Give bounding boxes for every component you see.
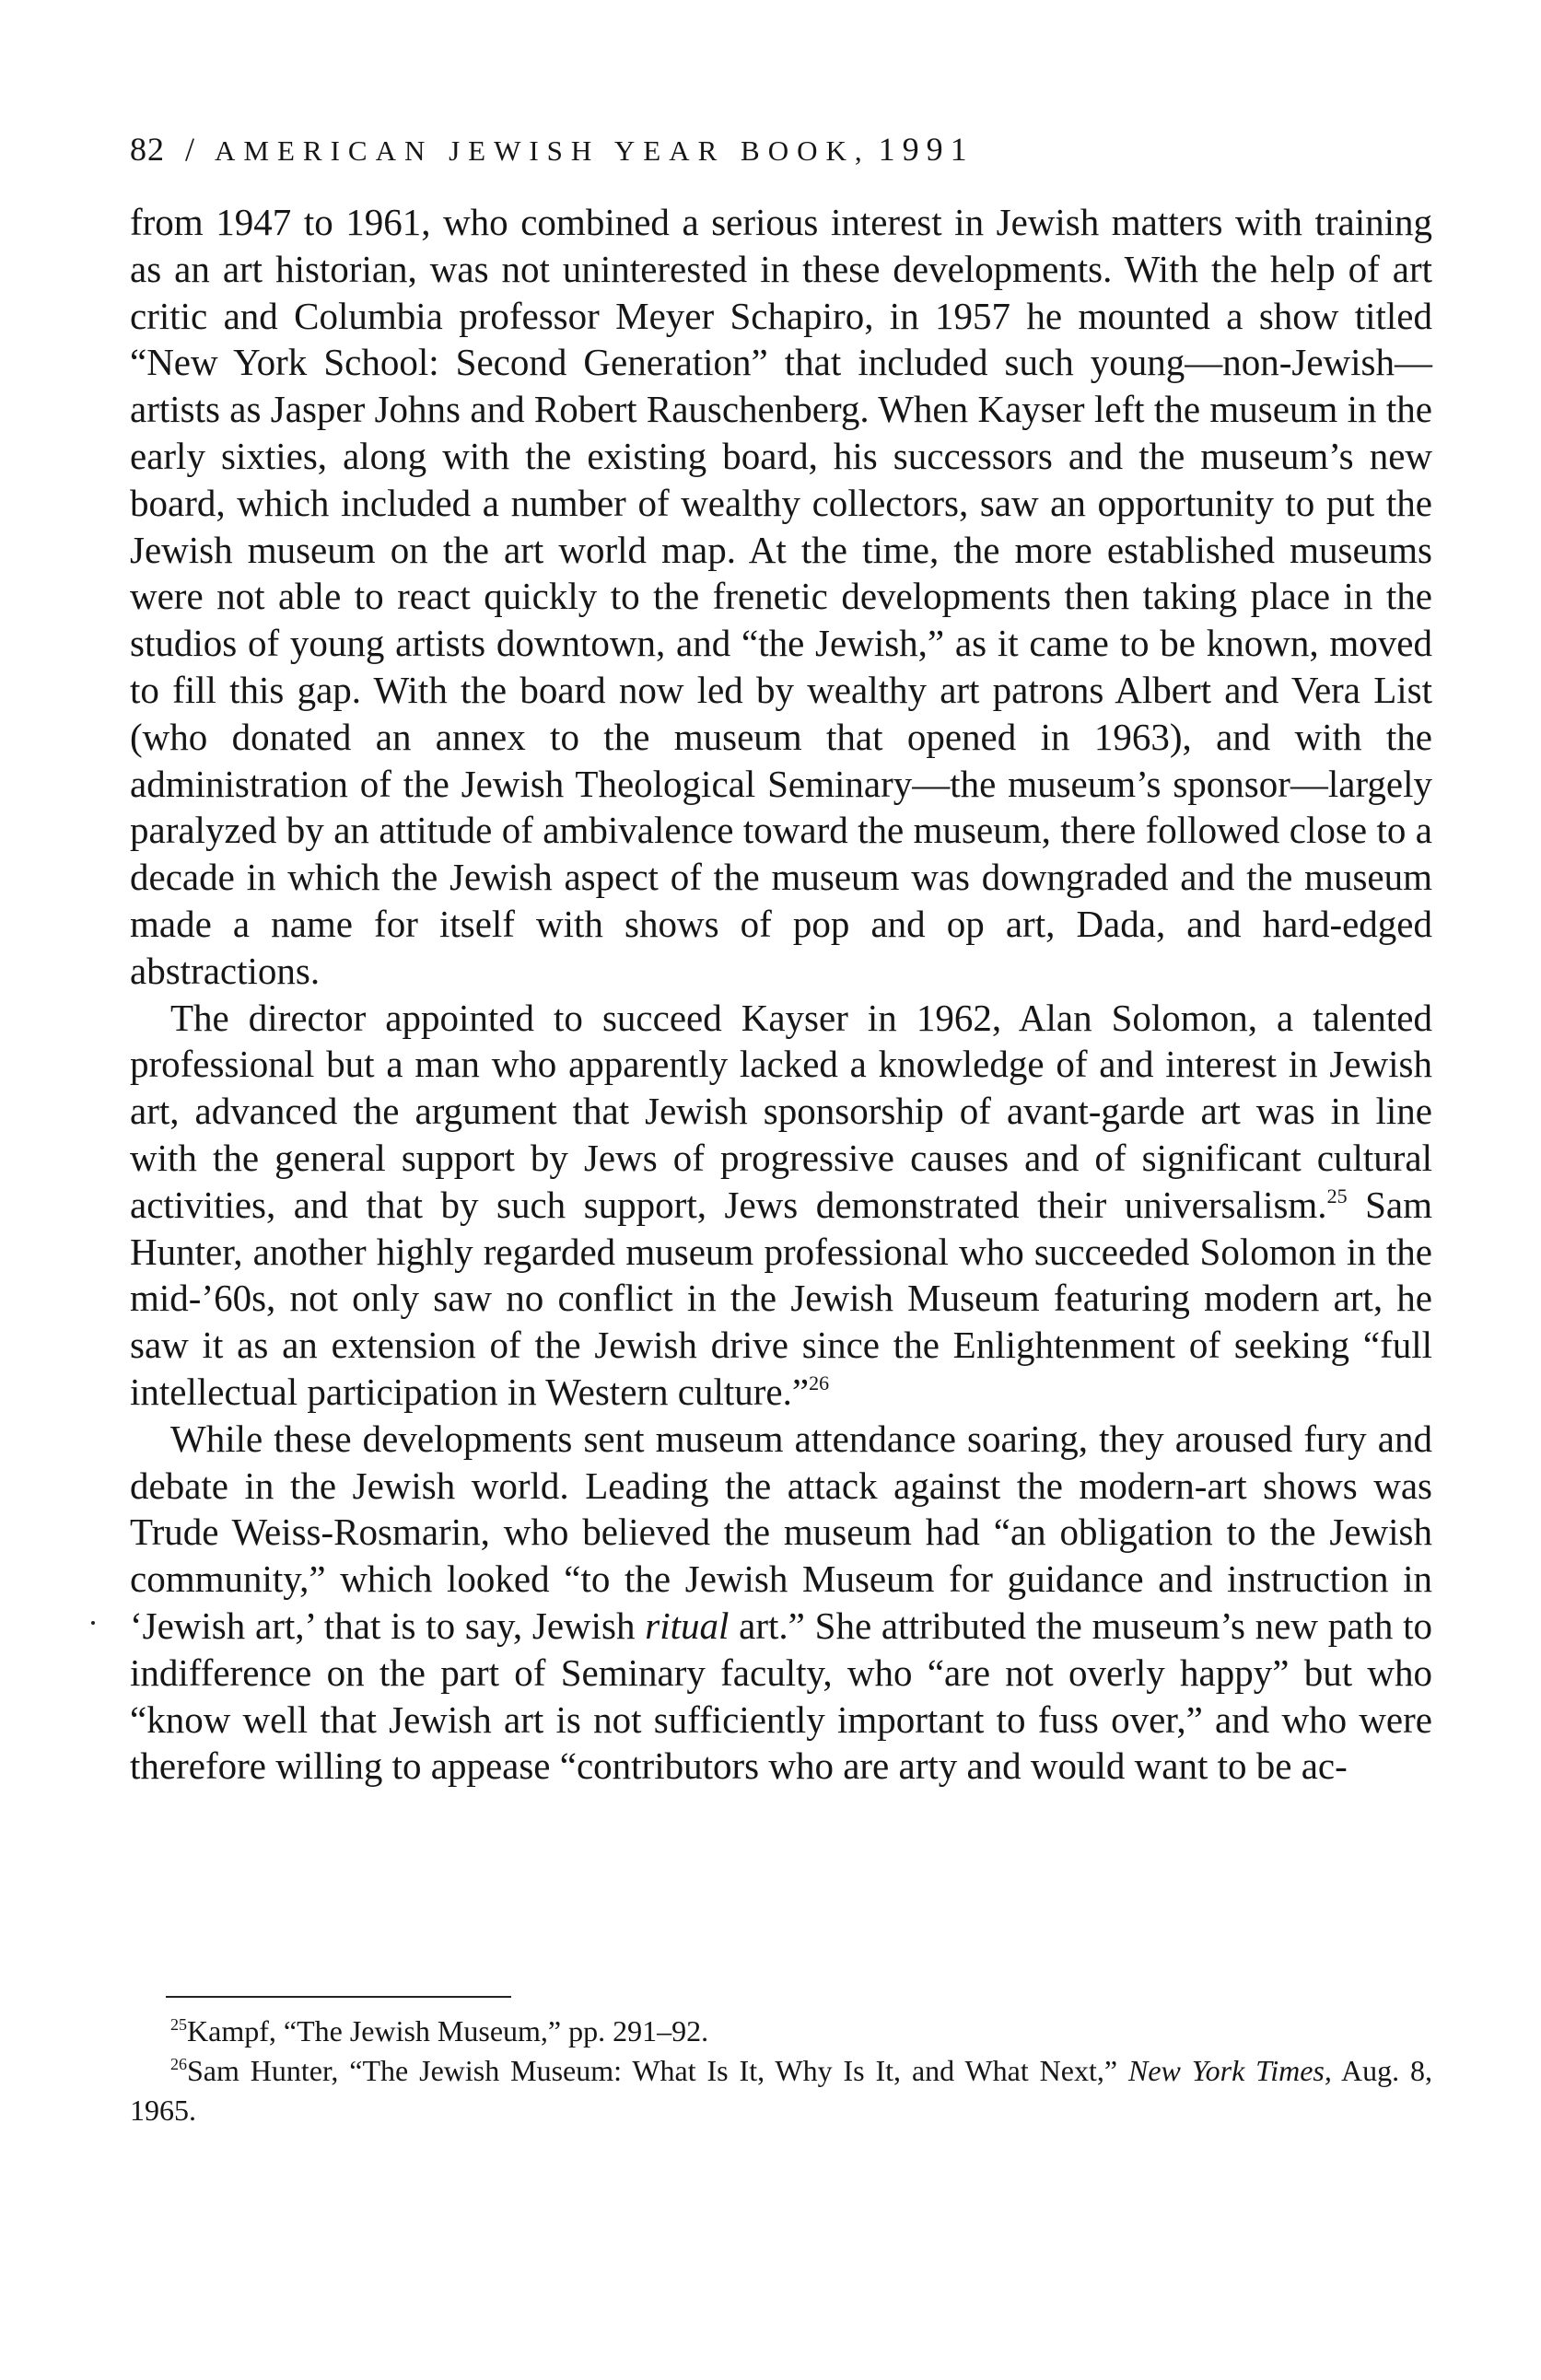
footnote-rule [166,1996,511,1998]
paragraph-text: While these developments sent museum attendance soaring, they aroused fury and debate in the Jewish world. Leading the attack against the modern-art shows was Trude Weiss-Rosmarin, who believed the museum had “an obligation to the Jewish community,” which looked “to the Jewish Museum for guidance and instruction in ‘Jewish art,’ that is to say, Jewish [130,1417,1432,1647]
page-number: 82 [130,131,165,168]
paragraph-text: art.” She attributed the museum’s new path to indifference on the part of Seminary faculty, who “are not overly happy” but who “know well that Jewish art is not sufficiently important to fuss over,” and who were therefore willing to appease “contributors who are arty and would want to be ac- [130,1604,1432,1788]
italic-word: ritual [645,1604,730,1647]
header-separator: / [185,131,195,168]
body-text [130,199,1432,1790]
running-header [130,129,1438,171]
paragraph-3 [130,1416,1432,1790]
paragraph-text: The director appointed to succeed Kayser in 1962, Alan Solomon, a talented professional but a man who apparently lacked a knowledge of and interest in Jewish art, advanced the argument that Jewish sponsorship of avant-garde art was in line with the general support by Jews of progressive causes and of significant cultural activities, and that by such support, Jews demonstrated their universalism. [130,996,1432,1226]
stray-print-mark [91,1621,95,1625]
paragraph-text: from 1947 to 1961, who combined a serious interest in Jewish matters with training as an art historian, was not uninterested in these developments. With the help of art critic and Columbia professor Meyer Schapiro, in 1957 he mounted a show titled “New York School: Second Generation” that included such young—non-Jewish—artists as Jasper Johns and Robert Rauschenberg. When Kayser left the museum in the early sixties, along with the existing board, his successors and the museum’s new board, which included a number of wealthy collectors, saw an opportunity to put the Jewish museum on the art world map. At the time, the more established museums were not able to react quickly to the frenetic developments then taking place in the studios of young artists downtown, and “the Jewish,” as it came to be known, moved to fill this gap. With the board now led by wealthy art patrons Albert and Vera List (who donated an annex to the museum that opened in 1963), and with the administration of the Jewish Theological Seminary—the museum’s sponsor—largely paralyzed by an attitude of ambivalence toward the museum, there followed close to a decade in which the Jewish aspect of the museum was downgraded and the museum made a name for itself with shows of pop and op art, Dada, and hard-edged abstractions. [130,201,1432,992]
book-year: 1991 [878,131,975,168]
footnotes [130,2012,1432,2130]
footnote-text: Sam Hunter, “The Jewish Museum: What Is It, Why Is It, and What Next,” [187,2054,1128,2087]
footnote-ref-25[interactable]: 25 [1326,1184,1348,1208]
footnote-number: 25 [170,2015,187,2034]
footnote-italic-title: New York Times, [1127,2054,1332,2087]
footnote-25 [130,2012,1432,2051]
footnote-text: Kampf, “The Jewish Museum,” pp. 291–92. [187,2014,709,2048]
paragraph-2 [130,995,1432,1416]
footnote-ref-26[interactable]: 26 [809,1371,830,1394]
footnote-number: 26 [170,2055,187,2073]
paragraph-text: Sam Hunter, another highly regarded museum professional who succeeded Solomon in the mid-’60s, not only saw no conflict in the Jewish Museum featuring modern art, he saw it as an extension of the Jewish drive since the Enlightenment of seeking “full intellectual participation in Western culture.” [130,1183,1432,1413]
footnote-26 [130,2051,1432,2130]
paragraph-1 [130,199,1432,995]
book-title: AMERICAN JEWISH YEAR BOOK, [215,134,870,167]
footnote-text: Aug. 8, 1965. [130,2054,1433,2127]
